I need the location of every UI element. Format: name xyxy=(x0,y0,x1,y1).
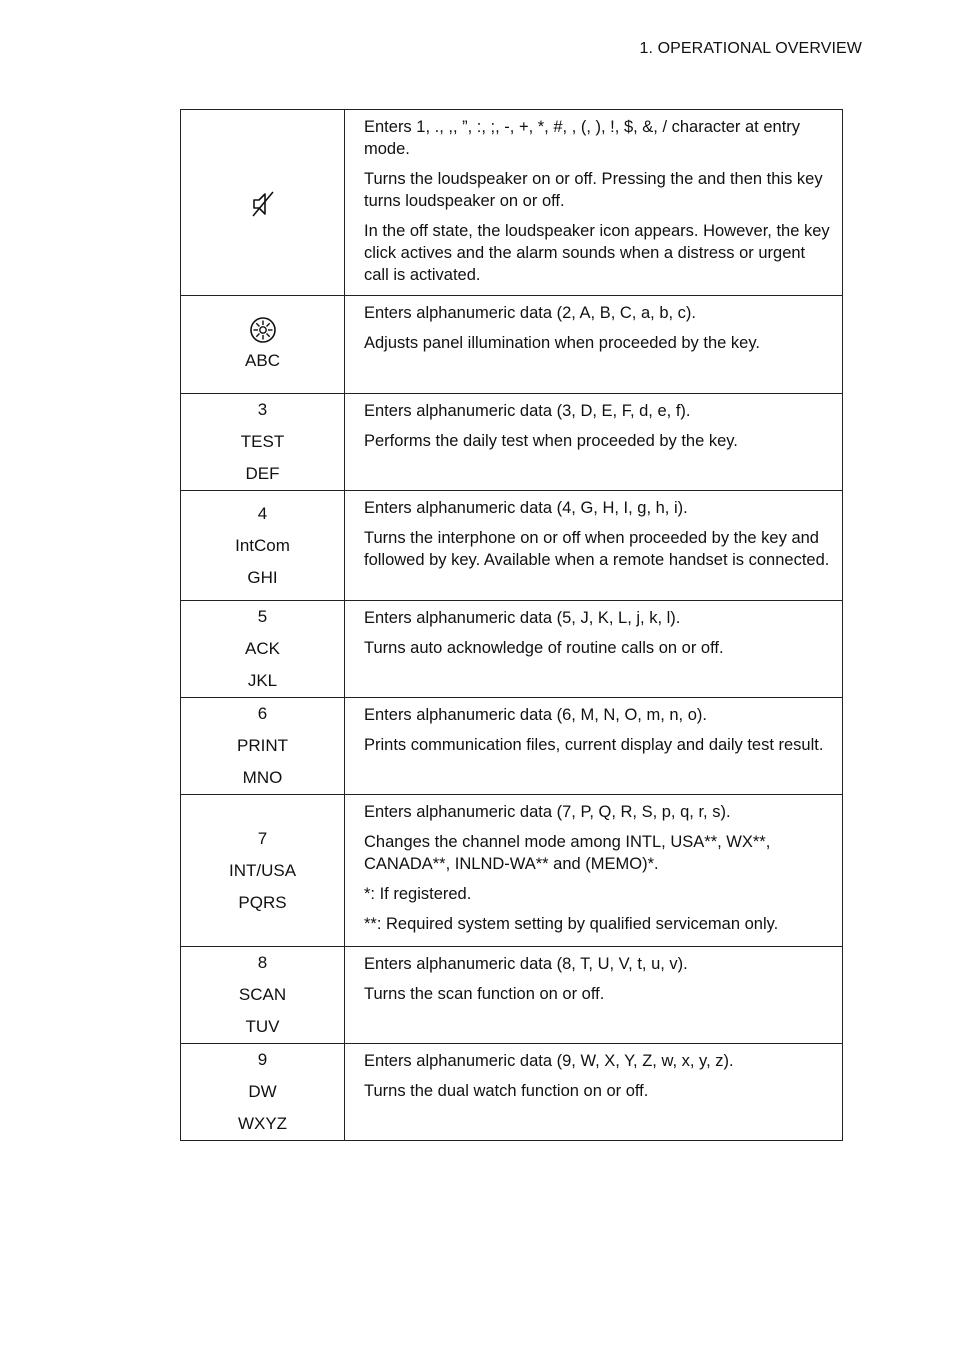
description-cell xyxy=(345,947,843,1044)
description-text: Enters alphanumeric data (2, A, B, C, a, b, c). xyxy=(364,304,696,322)
description-cell xyxy=(345,491,843,601)
description-text: Turns the loudspeaker on or off. Pressing the and then this key turns loudspeaker on or off. xyxy=(364,170,823,210)
key-cell xyxy=(181,601,345,698)
key-label: 8 xyxy=(257,953,268,972)
key-label: 4 xyxy=(257,503,268,523)
illumination-icon xyxy=(249,313,277,345)
key-label: TUV xyxy=(245,1017,280,1036)
description-text: Changes the channel mode among INTL, USA**, WX**, CANADA**, INLND-WA** and (MEMO)*. xyxy=(364,833,771,873)
key-label: PQRS xyxy=(238,892,287,912)
key-cell xyxy=(181,394,345,491)
description-cell xyxy=(345,110,843,296)
description-text: Enters alphanumeric data (9, W, X, Y, Z, w, x, y, z). xyxy=(364,1052,734,1070)
table-row xyxy=(181,947,843,1044)
key-label: 3 xyxy=(257,400,268,419)
key-label: 9 xyxy=(257,1050,268,1069)
key-label: INT/USA xyxy=(228,860,297,880)
key-function-table xyxy=(180,109,843,1141)
page-header: 1. OPERATIONAL OVERVIEW xyxy=(639,40,862,57)
key-label: ACK xyxy=(245,639,280,658)
table-row xyxy=(181,296,843,394)
key-label: GHI xyxy=(247,567,278,587)
key-label: SCAN xyxy=(238,985,287,1004)
table-row xyxy=(181,491,843,601)
table-row xyxy=(181,110,843,296)
key-label: 5 xyxy=(257,607,268,626)
description-text: Performs the daily test when proceeded by the key. xyxy=(364,432,738,450)
description-text: Enters alphanumeric data (8, T, U, V, t, u, v). xyxy=(364,955,688,973)
key-cell xyxy=(181,1044,345,1141)
description-text: Turns the scan function on or off. xyxy=(364,985,605,1003)
description-text: Enters alphanumeric data (5, J, K, L, j, k, l). xyxy=(364,609,681,627)
table-row xyxy=(181,601,843,698)
key-cell xyxy=(181,795,345,947)
key-label: DEF xyxy=(245,464,280,483)
description-cell xyxy=(345,1044,843,1141)
description-text: In the off state, the loudspeaker icon appears. However, the key click actives and the alarm sounds when a distress or urgent call is activated. xyxy=(364,222,830,284)
table-row xyxy=(181,1044,843,1141)
key-cell xyxy=(181,110,345,296)
description-text: Enters alphanumeric data (6, M, N, O, m, n, o). xyxy=(364,706,707,724)
description-text: Turns the dual watch function on or off. xyxy=(364,1082,649,1100)
key-label: ABC xyxy=(245,350,280,370)
description-text: Prints communication files, current display and daily test result. xyxy=(364,736,824,754)
description-text: *: If registered. xyxy=(364,885,472,903)
description-text: Adjusts panel illumination when proceeded by the key. xyxy=(364,334,760,352)
key-label: WXYZ xyxy=(237,1114,288,1133)
description-text: Turns the interphone on or off when proceeded by the key and followed by key. Available when a remote handset is connected. xyxy=(364,529,830,569)
table-row xyxy=(181,394,843,491)
description-text: Turns auto acknowledge of routine calls on or off. xyxy=(364,639,724,657)
key-label: DW xyxy=(248,1082,277,1101)
description-cell xyxy=(345,601,843,698)
table-row xyxy=(181,795,843,947)
description-cell xyxy=(345,795,843,947)
key-label: IntCom xyxy=(235,535,290,555)
description-cell xyxy=(345,394,843,491)
key-label: TEST xyxy=(240,432,285,451)
description-cell xyxy=(345,296,843,394)
key-cell xyxy=(181,698,345,795)
speaker-off-icon xyxy=(250,187,276,219)
key-cell xyxy=(181,491,345,601)
description-text: Enters alphanumeric data (3, D, E, F, d, e, f). xyxy=(364,402,691,420)
description-text: Enters 1, ., ,, ”, :, ;, -, +, *, #, , (, ), !, $, &, / character at entry mode. xyxy=(364,118,801,158)
description-text: **: Required system setting by qualified serviceman only. xyxy=(364,915,779,933)
key-cell xyxy=(181,947,345,1044)
description-text: Enters alphanumeric data (4, G, H, I, g, h, i). xyxy=(364,499,688,517)
key-label: JKL xyxy=(247,671,278,690)
key-label: 6 xyxy=(257,704,268,723)
description-text: Enters alphanumeric data (7, P, Q, R, S, p, q, r, s). xyxy=(364,803,731,821)
key-label: PRINT xyxy=(237,736,288,755)
table-row xyxy=(181,698,843,795)
key-label: MNO xyxy=(242,768,283,787)
description-cell xyxy=(345,698,843,795)
key-label: 7 xyxy=(257,828,268,848)
key-cell xyxy=(181,296,345,394)
